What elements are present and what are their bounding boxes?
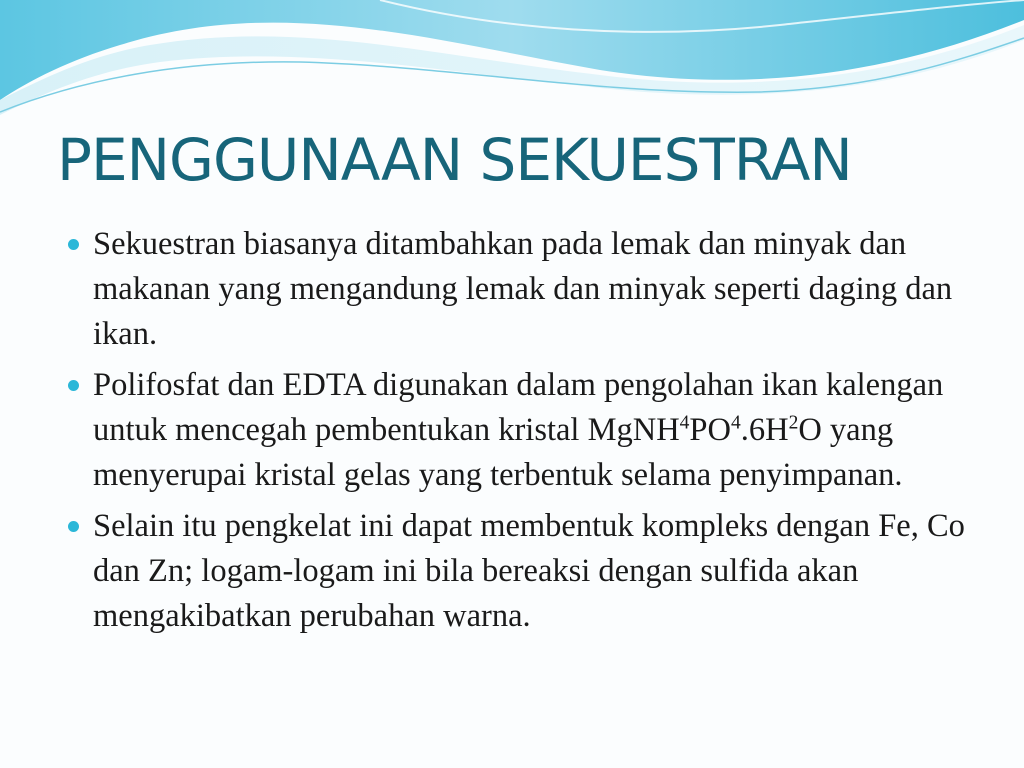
bullet-icon bbox=[68, 380, 79, 391]
bullet-text bbox=[93, 367, 943, 493]
superscript: 4 bbox=[679, 412, 690, 434]
bullet-list bbox=[68, 222, 968, 645]
bullet-text-part: .6H bbox=[740, 412, 789, 448]
bullet-text: Sekuestran biasanya ditambahkan pada lemak dan minyak dan makanan yang mengandung lemak dan minyak seperti daging dan ikan. bbox=[93, 226, 953, 352]
superscript: 4 bbox=[730, 412, 741, 434]
bullet-item bbox=[68, 363, 968, 498]
bullet-item bbox=[68, 222, 968, 357]
bullet-text-part: O yang menyerupai kristal gelas yang terbentuk selama penyimpanan. bbox=[93, 412, 903, 493]
bullet-text-part: PO bbox=[689, 412, 731, 448]
slide-title: PENGGUNAAN SEKUESTRAN bbox=[57, 126, 852, 194]
bullet-icon bbox=[68, 521, 79, 532]
bullet-icon bbox=[68, 239, 79, 250]
bullet-text: Selain itu pengkelat ini dapat membentuk kompleks dengan Fe, Co dan Zn; logam-logam ini bila bereaksi dengan sulfida akan mengakibatkan perubahan warna. bbox=[93, 508, 965, 634]
decorative-wave-header bbox=[0, 0, 1024, 130]
superscript: 2 bbox=[788, 412, 799, 434]
bullet-item bbox=[68, 504, 968, 639]
bullet-text-part: Polifosfat dan EDTA digunakan dalam pengolahan ikan kalengan untuk mencegah pembentukan kristal MgNH bbox=[93, 367, 944, 448]
